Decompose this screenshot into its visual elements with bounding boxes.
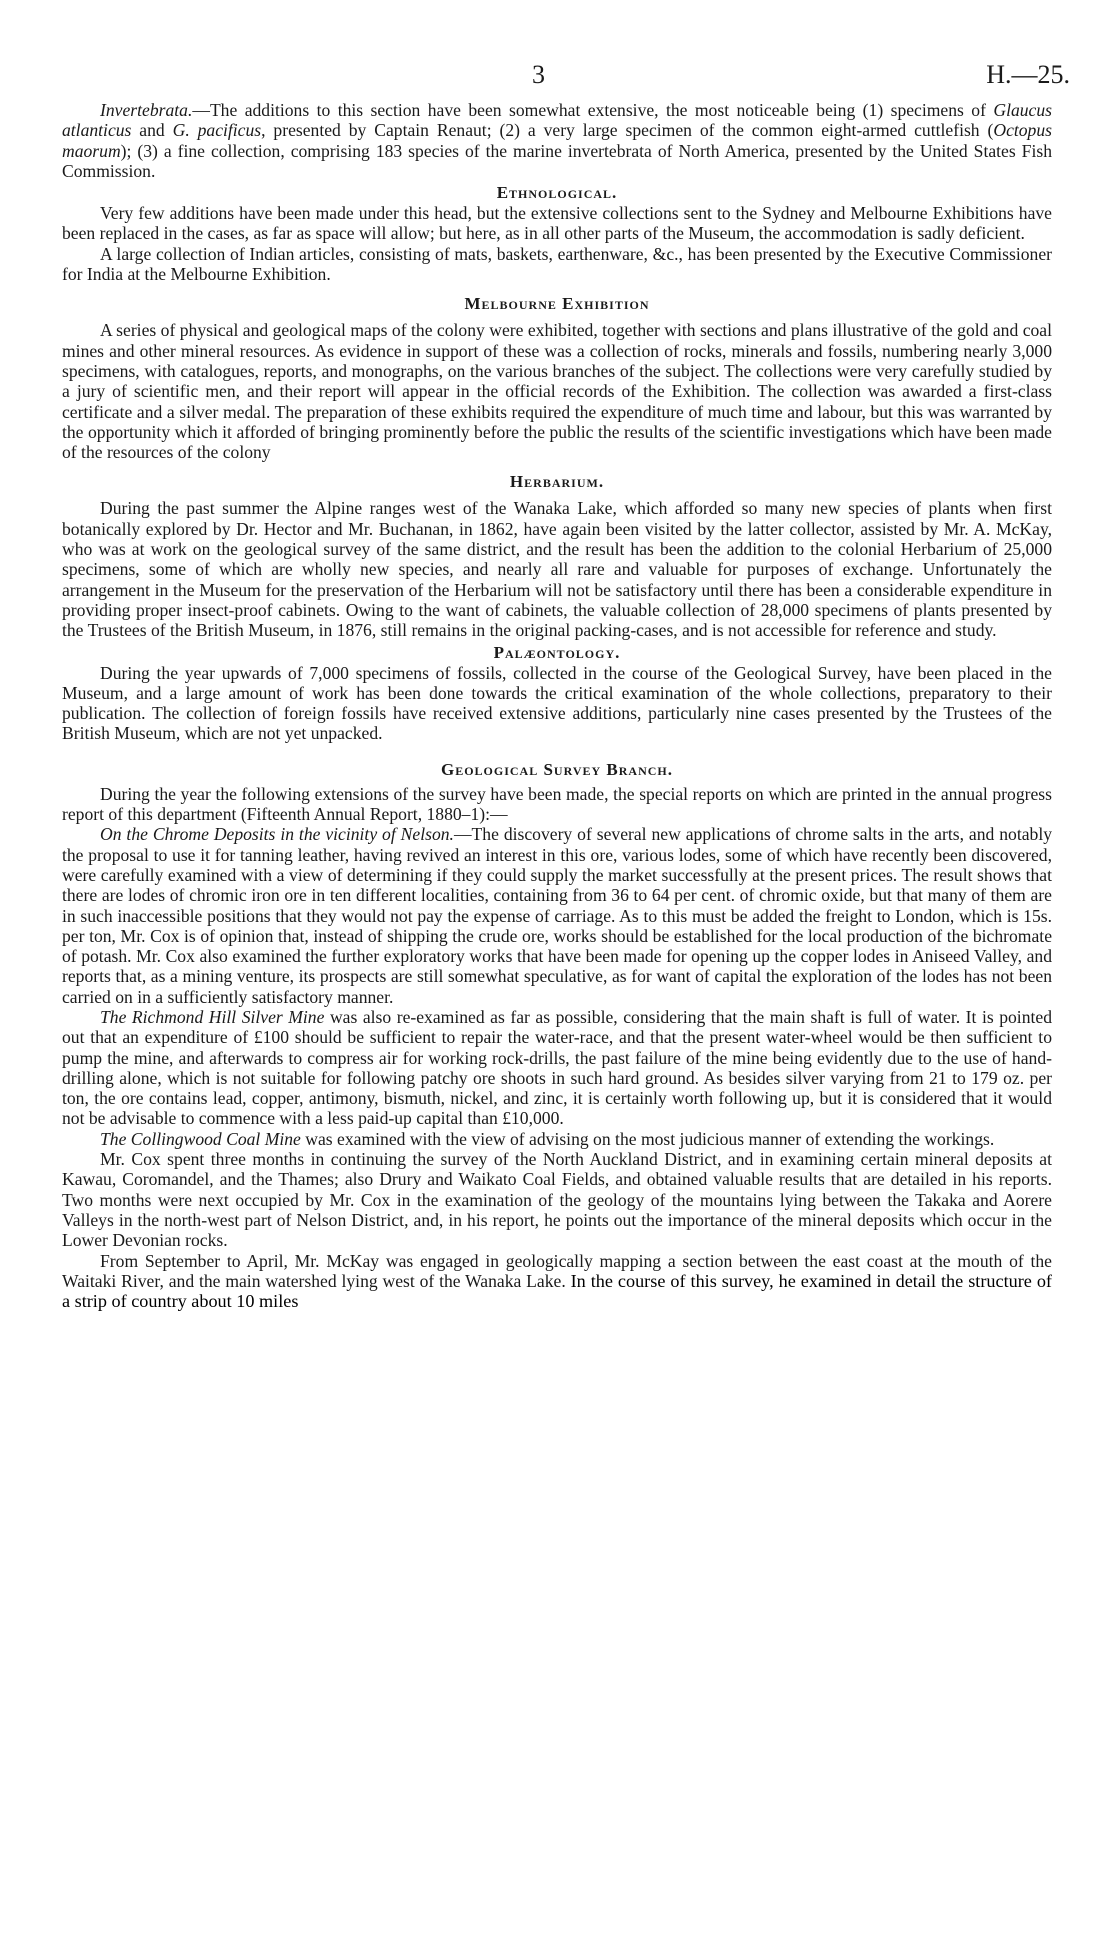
herbarium-paragraph: During the past summer the Alpine ranges west of the Wanaka Lake, which afforded so many new species of plants when first botanically explored by Dr. Hector and Mr. Buchanan, in 1862, have again been visited by the latter collector, assisted by Mr. A. McKay, who was at work on the geological survey of the same district, and the result has been the addition to the colonial Herbarium of 25,000 specimens, some of which are wholly new species, and nearly all rare and valuable for purposes of exchange. Unfortunately the arrangement in the Museum for the preservation of the Herbarium will not be satisfactory until there has been a considerable expenditure in providing proper insect-proof cabinets. Owing to the want of cabinets, the valuable collection of 28,000 specimens of plants presented by the Trustees of the British Museum, in 1876, still remains in the original packing-cases, and is not accessible for reference and study.	[62, 498, 1052, 641]
section-heading-herbarium: Herbarium.	[509, 472, 605, 492]
chrome-deposits-title: On the Chrome Deposits in the vicinity of Nelson.	[100, 824, 454, 845]
invertebrata-text-3: , presented by Captain Renaut; (2) a very large specimen of the common eight-armed cuttlefish (	[261, 120, 994, 141]
chrome-deposits-text: —The discovery of several new applications of chrome salts in the arts, and notably the proposal to use it for tanning leather, having revived an interest in this ore, various lodes, some of which have recently been discovered, were carefully examined with a view of determining if they could supply the market successfully at the present prices. The result shows that there are lodes of chromic iron ore in ten different localities, containing from 36 to 64 per cent. of chromic oxide, but that many of them are in such inaccessible positions that they would not pay the expense of carriage. As to this must be added the freight to London, which is 15s. per ton, Mr. Cox is of opinion that, instead of shipping the crude ore, works should be established for the local production of the bichromate of potash. Mr. Cox also examined the further exploratory works that have been made for opening up the copper lodes in Aniseed Valley, and reports that, as a mining venture, its prospects are still somewhat speculative, as for want of capital the exploration of the lodes has not been carried on in a sufficiently satisfactory manner.	[62, 824, 1052, 1007]
invertebrata-paragraph	[62, 100, 1052, 181]
collingwood-paragraph	[62, 1129, 1052, 1149]
species-octopus-maorum: Octopus maorum	[62, 120, 1052, 161]
document-body	[62, 100, 1052, 1311]
species-glaucus-pacificus: G. pacificus	[172, 120, 262, 141]
mckay-survey-text: From September to April, Mr. McKay was engaged in geologically mapping a section between the east coast at the mouth of the Waitaki River, and the main watershed lying west of the Wanaka Lake.	[62, 1250, 1052, 1291]
section-heading-palaeontology: Palæontology.	[493, 642, 621, 662]
invertebrata-text-4: ); (3) a fine collection, comprising 183 species of the marine invertebrata of North America, presented by the United States Fish Commission.	[62, 140, 1052, 181]
mckay-survey-paragraph	[62, 1251, 1052, 1312]
collingwood-text: was examined with the view of advising on the most judicious manner of extending the workings.	[300, 1128, 995, 1149]
invertebrata-text-2: and	[131, 120, 173, 141]
invertebrata-text-1: —The additions to this section have been somewhat extensive, the most noticeable being (1) specimens of	[192, 100, 994, 120]
species-glaucus-atlanticus: Glaucus atlanticus	[62, 100, 1052, 141]
invertebrata-lead: Invertebrata.	[100, 100, 193, 120]
geological-survey-intro: During the year the following extensions of the survey have been made, the special reports on which are printed in the annual progress report of this department (Fifteenth Annual Report, 1880–1):—	[62, 783, 1052, 825]
chrome-deposits-paragraph	[62, 824, 1052, 1007]
palaeontology-paragraph: During the year upwards of 7,000 specimens of fossils, collected in the course of the Geological Survey, have been placed in the Museum, and a large amount of work has been done towards the critical examination of the whole collections, preparatory to their publication. The collection of foreign fossils have received extensive additions, particularly nine cases presented by the Trustees of the British Museum, which are not yet unpacked.	[62, 662, 1052, 744]
richmond-hill-title: The Richmond Hill Silver Mine	[100, 1006, 325, 1027]
ethnological-paragraph-2: A large collection of Indian articles, consisting of mats, baskets, earthenware, &c., has been presented by the Executive Commissioner for India at the Melbourne Exhibition.	[62, 243, 1052, 285]
cox-survey-paragraph: Mr. Cox spent three months in continuing the survey of the North Auckland District, and in examining certain mineral deposits at Kawau, Coromandel, and the Thames; also Drury and Waikato Coal Fields, and obtained valuable results that are detailed in his reports. Two months were next occupied by Mr. Cox in the examination of the geology of the mountains lying between the Takaka and Aorere Valleys in the north-west part of Nelson District, and, in his report, he points out the importance of the mineral deposits which occur in the Lower Devonian rocks.	[62, 1149, 1052, 1251]
mckay-survey-continuation: In the course of this survey, he examined in detail the structure of a strip of country about 10 miles	[62, 1270, 1052, 1312]
running-header	[62, 60, 1070, 100]
page-number: 3	[532, 60, 545, 89]
collingwood-title: The Collingwood Coal Mine	[100, 1128, 301, 1149]
document-reference: H.—25.	[986, 60, 1070, 89]
section-heading-geological-survey: Geological Survey Branch.	[440, 759, 674, 779]
document-page	[62, 60, 1070, 1312]
richmond-hill-text: was also re-examined as far as possible, considering that the main shaft is full of water. It is pointed out that an expenditure of £100 should be sufficient to repair the water-race, and that the present water-wheel would be then sufficient to pump the mine, and afterwards to compress air for working rock-drills, the past failure of the mine being evidently due to the use of hand-drilling alone, which is not suitable for following patchy ore shoots in such hard ground. As besides silver varying from 21 to 179 oz. per ton, the ore contains lead, copper, antimony, bismuth, nickel, and zinc, it is certainly worth following up, but it is considered that it would not be advisable to commence with a less paid-up capital than £10,000.	[62, 1006, 1052, 1129]
richmond-hill-paragraph	[62, 1007, 1052, 1129]
melbourne-paragraph: A series of physical and geological maps of the colony were exhibited, together with sections and plans illustrative of the gold and coal mines and other mineral resources. As evidence in support of these was a collection of rocks, minerals and fossils, numbering nearly 3,000 specimens, with catalogues, reports, and monographs, on the various branches of the subject. The collections were very carefully studied by a jury of scientific men, and their report will appear in the official records of the Exhibition. The collection was awarded a first-class certificate and a silver medal. The preparation of these exhibits required the expenditure of much time and labour, but this was warranted by the opportunity which it afforded of bringing prominently before the public the results of the scientific investigations which have been made of the resources of the colony	[62, 320, 1052, 463]
section-heading-melbourne-exhibition: Melbourne Exhibition	[464, 294, 650, 314]
ethnological-paragraph-1: Very few additions have been made under this head, but the extensive collections sent to the Sydney and Melbourne Exhibitions have been replaced in the cases, as far as space will allow; but here, as in all other parts of the Museum, the accommodation is sadly deficient.	[62, 203, 1052, 244]
section-heading-ethnological: Ethnological.	[496, 183, 618, 203]
